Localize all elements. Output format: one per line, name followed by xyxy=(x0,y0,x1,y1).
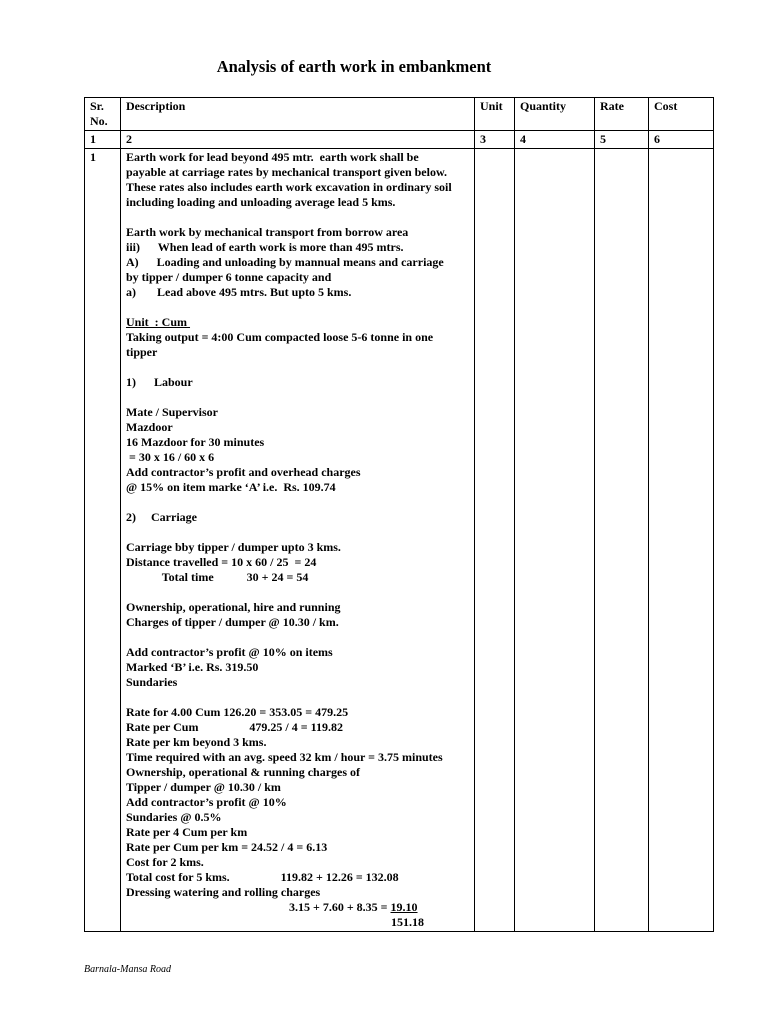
description-line xyxy=(126,690,469,705)
description-line: iii) When lead of earth work is more than 495 mtrs. xyxy=(126,240,404,254)
description-line xyxy=(126,210,469,225)
description-line xyxy=(126,585,469,600)
description-line: tipper xyxy=(126,345,158,359)
description-line: Rate per 4 Cum per km xyxy=(126,825,248,839)
header-unit: Unit xyxy=(475,98,515,131)
description-line: Unit : Cum xyxy=(126,315,191,329)
header-quantity: Quantity xyxy=(515,98,595,131)
description-line: Time required with an avg. speed 32 km / hour = 3.75 minutes xyxy=(126,750,443,764)
description-line: payable at carriage rates by mechanical transport given below. xyxy=(126,165,447,179)
row-sr-no: 1 xyxy=(85,149,121,932)
header-sr-no: Sr. No. xyxy=(85,98,121,131)
description-line: Ownership, operational & running charges of xyxy=(126,765,361,779)
description-line: Add contractor’s profit @ 10% xyxy=(126,795,287,809)
description-line: Tipper / dumper @ 10.30 / km xyxy=(126,780,281,794)
description-line xyxy=(126,525,469,540)
description-line: Taking output = 4:00 Cum compacted loose 5-6 tonne in one xyxy=(126,330,434,344)
description-line xyxy=(126,300,469,315)
description-line: Sundaries xyxy=(126,675,178,689)
description-lines xyxy=(126,150,469,900)
description-line: 16 Mazdoor for 30 minutes xyxy=(126,435,265,449)
page-footer: Barnala-Mansa Road xyxy=(84,964,171,975)
final-calculation-subtotal: 19.10 xyxy=(390,900,418,914)
description-line: Add contractor’s profit and overhead charges xyxy=(126,465,361,479)
description-line: Marked ‘B’ i.e. Rs. 319.50 xyxy=(126,660,259,674)
column-number: 4 xyxy=(515,131,595,149)
description-line xyxy=(126,495,469,510)
description-line: including loading and unloading average lead 5 kms. xyxy=(126,195,396,209)
description-line: Cost for 2 kms. xyxy=(126,855,204,869)
column-number: 6 xyxy=(649,131,714,149)
description-line: a) Lead above 495 mtrs. But upto 5 kms. xyxy=(126,285,352,299)
description-line: Total time 30 + 24 = 54 xyxy=(126,570,309,584)
table-row xyxy=(85,149,714,932)
page-title: Analysis of earth work in embankment xyxy=(216,57,492,76)
description-line: Distance travelled = 10 x 60 / 25 = 24 xyxy=(126,555,317,569)
description-line: Rate for 4.00 Cum 126.20 = 353.05 = 479.25 xyxy=(126,705,349,719)
description-line: Mazdoor xyxy=(126,420,173,434)
description-line: Earth work for lead beyond 495 mtr. earth work shall be xyxy=(126,150,419,164)
description-line: Total cost for 5 kms. 119.82 + 12.26 = 132.08 xyxy=(126,870,399,884)
description-line: A) Loading and unloading by mannual means and carriage xyxy=(126,255,444,269)
description-line: = 30 x 16 / 60 x 6 xyxy=(126,450,215,464)
description-line: by tipper / dumper 6 tonne capacity and xyxy=(126,270,332,284)
row-cost xyxy=(649,149,714,932)
description-line: Add contractor’s profit @ 10% on items xyxy=(126,645,333,659)
description-line: Rate per km beyond 3 kms. xyxy=(126,735,267,749)
description-line xyxy=(126,630,469,645)
description-line: 2) Carriage xyxy=(126,510,197,524)
column-number: 5 xyxy=(595,131,649,149)
row-rate xyxy=(595,149,649,932)
row-unit xyxy=(475,149,515,932)
description-line: Mate / Supervisor xyxy=(126,405,218,419)
header-cost: Cost xyxy=(649,98,714,131)
header-rate: Rate xyxy=(595,98,649,131)
column-number: 2 xyxy=(121,131,475,149)
description-line: Dressing watering and rolling charges xyxy=(126,885,321,899)
description-line xyxy=(126,360,469,375)
column-number: 1 xyxy=(85,131,121,149)
final-total-line xyxy=(126,915,469,930)
description-line: Charges of tipper / dumper @ 10.30 / km. xyxy=(126,615,339,629)
final-calculation-prefix: 3.15 + 7.60 + 8.35 = xyxy=(289,900,391,914)
description-line: Earth work by mechanical transport from borrow area xyxy=(126,225,409,239)
analysis-table xyxy=(84,97,714,932)
header-description: Description xyxy=(121,98,475,131)
description-line xyxy=(126,390,469,405)
row-quantity xyxy=(515,149,595,932)
table-header-row xyxy=(85,98,714,131)
column-number-row xyxy=(85,131,714,149)
description-line: Carriage bby tipper / dumper upto 3 kms. xyxy=(126,540,341,554)
description-line: Rate per Cum 479.25 / 4 = 119.82 xyxy=(126,720,343,734)
description-line: @ 15% on item marke ‘A’ i.e. Rs. 109.74 xyxy=(126,480,336,494)
description-line: Ownership, operational, hire and running xyxy=(126,600,341,614)
description-line: Rate per Cum per km = 24.52 / 4 = 6.13 xyxy=(126,840,328,854)
column-number: 3 xyxy=(475,131,515,149)
row-description xyxy=(121,149,475,932)
description-line: 1) Labour xyxy=(126,375,193,389)
description-line: These rates also includes earth work excavation in ordinary soil xyxy=(126,180,452,194)
final-calculation-line xyxy=(126,900,469,915)
description-line: Sundaries @ 0.5% xyxy=(126,810,222,824)
final-total: 151.18 xyxy=(391,915,424,929)
